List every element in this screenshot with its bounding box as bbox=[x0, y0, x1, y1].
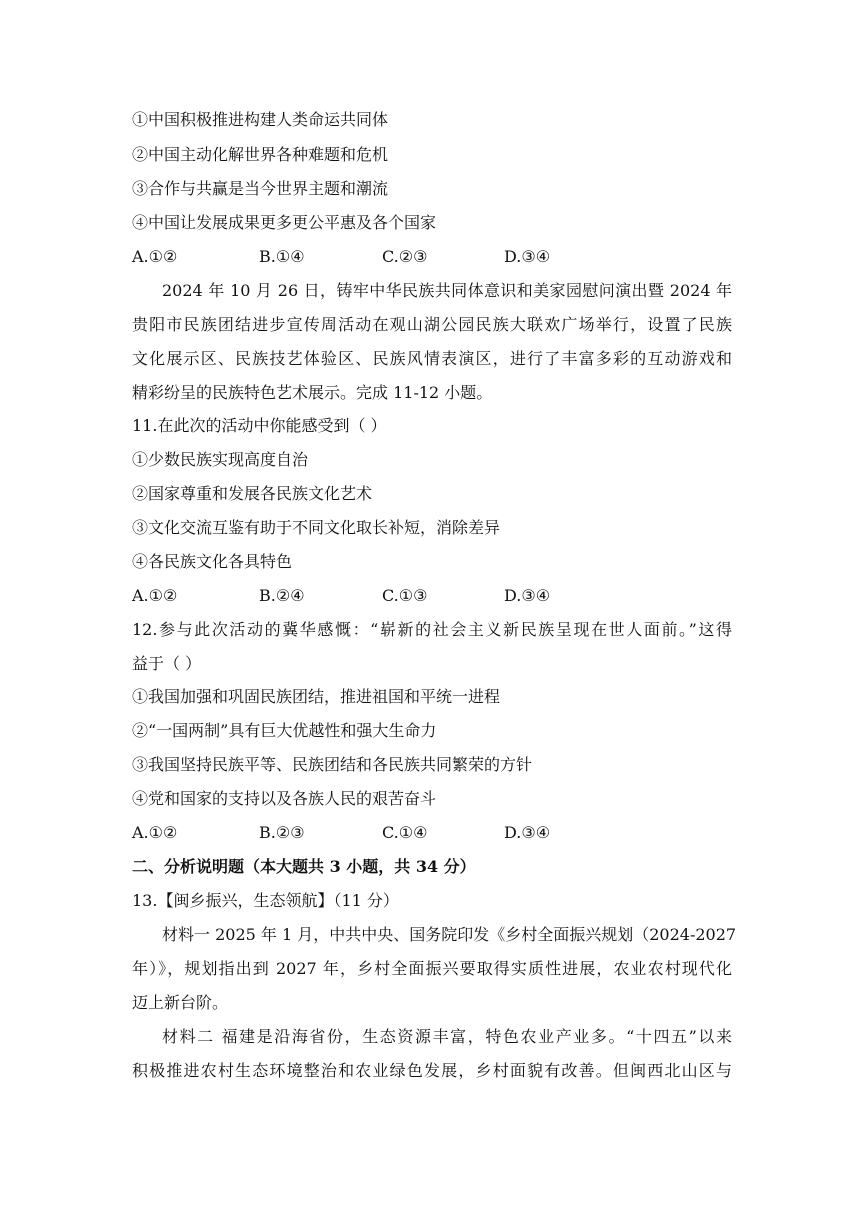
q13-material1-line-3: 迈上新台阶。 bbox=[132, 993, 229, 1012]
q12-option-c: C.①④ bbox=[382, 823, 428, 842]
q11-option-a: A.①② bbox=[132, 586, 178, 605]
q11-item-2: ②国家尊重和发展各民族文化艺术 bbox=[132, 484, 373, 503]
q10-item-1: ①中国积极推进构建人类命运共同体 bbox=[132, 110, 389, 129]
intro-line-3: 文化展示区、民族技艺体验区、民族风情表演区，进行了丰富多彩的互动游戏和 bbox=[132, 349, 732, 368]
q13-material2-line-1: 材料二 福建是沿海省份，生态资源丰富，特色农业产业多。“十四五”以来 bbox=[162, 1027, 732, 1046]
q11-item-4: ④各民族文化各具特色 bbox=[132, 552, 293, 571]
q13-stem: 13.【闽乡振兴，生态领航】（11 分） bbox=[132, 891, 399, 910]
q12-option-d: D.③④ bbox=[504, 823, 551, 842]
section-title: 二、分析说明题（本大题共 3 小题，共 34 分） bbox=[132, 857, 476, 876]
q10-item-4: ④中国让发展成果更多更公平惠及各个国家 bbox=[132, 213, 437, 232]
q10-option-b: B.①④ bbox=[259, 247, 305, 266]
q11-item-3: ③文化交流互鉴有助于不同文化取长补短，消除差异 bbox=[132, 518, 501, 537]
q13-material1-line-1: 材料一 2025 年 1 月，中共中央、国务院印发《乡村全面振兴规划（2024-2027 bbox=[162, 925, 737, 944]
q12-stem-line-1: 12.参与此次活动的冀华感慨：“崭新的社会主义新民族呈现在世人面前。”这得 bbox=[132, 620, 732, 639]
q10-item-3: ③合作与共赢是当今世界主题和潮流 bbox=[132, 179, 389, 198]
q11-option-c: C.①③ bbox=[382, 586, 428, 605]
q10-option-c: C.②③ bbox=[382, 247, 428, 266]
q13-material1-line-2: 年）》，规划指出到 2027 年，乡村全面振兴要取得实质性进展，农业农村现代化 bbox=[132, 959, 732, 978]
q12-item-4: ④党和国家的支持以及各族人民的艰苦奋斗 bbox=[132, 789, 437, 808]
q11-option-b: B.②④ bbox=[259, 586, 305, 605]
intro-line-1: 2024 年 10 月 26 日，铸牢中华民族共同体意识和美家园慰问演出暨 2024 年 bbox=[162, 281, 732, 300]
q13-material2-line-2: 积极推进农村生态环境整治和农业绿色发展，乡村面貌有改善。但闽西北山区与 bbox=[132, 1061, 732, 1080]
q12-item-1: ①我国加强和巩固民族团结，推进祖国和平统一进程 bbox=[132, 687, 501, 706]
q12-item-2: ②“一国两制”具有巨大优越性和强大生命力 bbox=[132, 721, 437, 740]
intro-line-4: 精彩纷呈的民族特色艺术展示。完成 11-12 小题。 bbox=[132, 383, 493, 402]
intro-line-2: 贵阳市民族团结进步宣传周活动在观山湖公园民族大联欢广场举行，设置了民族 bbox=[132, 315, 732, 334]
q12-item-3: ③我国坚持民族平等、民族团结和各民族共同繁荣的方针 bbox=[132, 755, 533, 774]
q11-option-d: D.③④ bbox=[504, 586, 551, 605]
q11-stem: 11.在此次的活动中你能感受到（ ） bbox=[132, 416, 387, 435]
q11-item-1: ①少数民族实现高度自治 bbox=[132, 450, 309, 469]
q12-option-b: B.②③ bbox=[259, 823, 305, 842]
q10-item-2: ②中国主动化解世界各种难题和危机 bbox=[132, 145, 389, 164]
q10-option-d: D.③④ bbox=[504, 247, 551, 266]
q12-stem-line-2: 益于（ ） bbox=[132, 654, 202, 673]
q10-option-a: A.①② bbox=[132, 247, 178, 266]
q12-option-a: A.①② bbox=[132, 823, 178, 842]
